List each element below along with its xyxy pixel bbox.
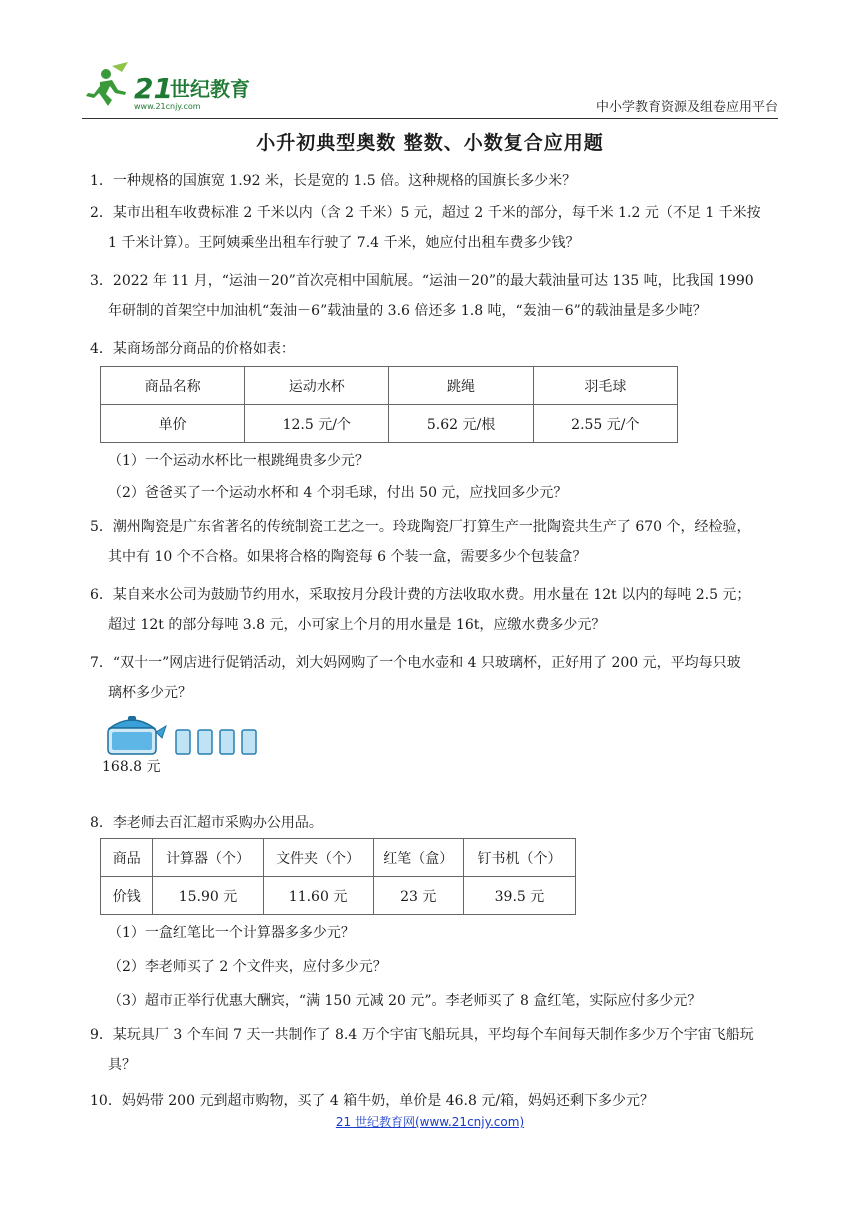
kettle-and-cups-illustration	[102, 716, 272, 775]
table-cell: 单价	[101, 405, 245, 443]
table-cell: 商品	[101, 839, 153, 877]
question-6: 6．某自来水公司为鼓励节约用水，采取按月分段计费的方法收取水费。用水量在 12t 以内的每吨 2.5 元； 超过 12t 的部分每吨 3.8 元，小可家上个月的用水量是 16t，应缴水费多少元？	[90, 587, 751, 633]
platform-label: 中小学教育资源及组卷应用平台	[595, 100, 778, 115]
question-1: 1．一种规格的国旗宽 1.92 米，长是宽的 1.5 倍。这种规格的国旗长多少米？	[90, 173, 577, 189]
price-table-1	[100, 366, 678, 443]
table-cell: 15.90 元	[153, 877, 263, 915]
table-row	[101, 839, 576, 877]
page-title: 小升初典型奥数 整数、小数复合应用题	[256, 132, 604, 154]
kettle-price-label: 168.8 元	[102, 759, 161, 775]
table-cell: 商品名称	[101, 367, 245, 405]
kettle-cups-svg	[102, 716, 272, 756]
table-cell: 11.60 元	[263, 877, 373, 915]
table-row	[101, 405, 678, 443]
table-cell: 5.62 元/根	[389, 405, 533, 443]
logo-21cnjy	[82, 62, 262, 112]
question-10: 10．妈妈带 200 元到超市购物，买了 4 箱牛奶，单价是 46.8 元/箱，妈妈还剩下多少元？	[90, 1093, 655, 1109]
q4-sub-2: （2）爸爸买了一个运动水杯和 4 个羽毛球，付出 50 元，应找回多少元？	[108, 485, 568, 501]
table-cell: 12.5 元/个	[245, 405, 389, 443]
question-8: 8．李老师去百汇超市采购办公用品。	[90, 815, 323, 831]
question-9: 9．某玩具厂 3 个车间 7 天一共制作了 8.4 万个宇宙飞船玩具，平均每个车间每天制作多少万个宇宙飞船玩 具？	[90, 1027, 754, 1073]
page-header	[82, 62, 778, 118]
table-cell: 价钱	[101, 877, 153, 915]
table-cell: 红笔（盒）	[373, 839, 463, 877]
table-cell: 文件夹（个）	[263, 839, 373, 877]
glass-cup-icons	[176, 730, 256, 754]
q8-sub-3: （3）超市正举行优惠大酬宾，“满 150 元减 20 元”。李老师买了 8 盒红笔，实际应付多少元？	[108, 993, 702, 1009]
header-divider	[82, 118, 778, 119]
kettle-icon	[108, 716, 166, 754]
question-5: 5．潮州陶瓷是广东省著名的传统制瓷工艺之一。玲珑陶瓷厂打算生产一批陶瓷共生产了 670 个，经检验， 其中有 10 个不合格。如果将合格的陶瓷每 6 个装一盒，需要多少个包装盒？	[90, 519, 751, 565]
svg-text:世纪教育: 世纪教育	[170, 77, 250, 101]
table-cell: 钉书机（个）	[463, 839, 575, 877]
q8-sub-2: （2）李老师买了 2 个文件夹，应付多少元？	[108, 959, 387, 975]
q8-sub-1: （1）一盒红笔比一个计算器多多少元？	[108, 925, 355, 941]
table-cell: 2.55 元/个	[533, 405, 677, 443]
table-cell: 23 元	[373, 877, 463, 915]
price-table-2	[100, 838, 576, 915]
svg-text:www.21cnjy.com: www.21cnjy.com	[134, 102, 201, 111]
table-cell: 运动水杯	[245, 367, 389, 405]
table-cell: 羽毛球	[533, 367, 677, 405]
question-2: 2．某市出租车收费标准 2 千米以内（含 2 千米）5 元，超过 2 千米的部分，每千米 1.2 元（不足 1 千米按 1 千米计算）。王阿姨乘坐出租车行驶了 7.4 千米，她应付出租车费多少钱？	[90, 205, 761, 251]
svg-text:21: 21	[134, 72, 173, 105]
table-cell: 计算器（个）	[153, 839, 263, 877]
question-4: 4．某商场部分商品的价格如表：	[90, 341, 295, 357]
question-7: 7．“双十一”网店进行促销活动，刘大妈网购了一个电水壶和 4 只玻璃杯，正好用了 200 元，平均每只玻 璃杯多少元？	[90, 655, 741, 701]
question-3: 3．2022 年 11 月，“运油－20”首次亮相中国航展。“运油－20”的最大载油量可达 135 吨，比我国 1990 年研制的首架空中加油机“轰油－6”载油量的 3.6 倍还多 1.8 吨，“轰油－6”的载油量是多少吨？	[90, 273, 754, 319]
table-cell: 跳绳	[389, 367, 533, 405]
footer-link[interactable]: 21 世纪教育网(www.21cnjy.com)	[335, 1115, 525, 1129]
table-row	[101, 367, 678, 405]
table-row	[101, 877, 576, 915]
q4-sub-1: （1）一个运动水杯比一根跳绳贵多少元？	[108, 453, 369, 469]
table-cell: 39.5 元	[463, 877, 575, 915]
